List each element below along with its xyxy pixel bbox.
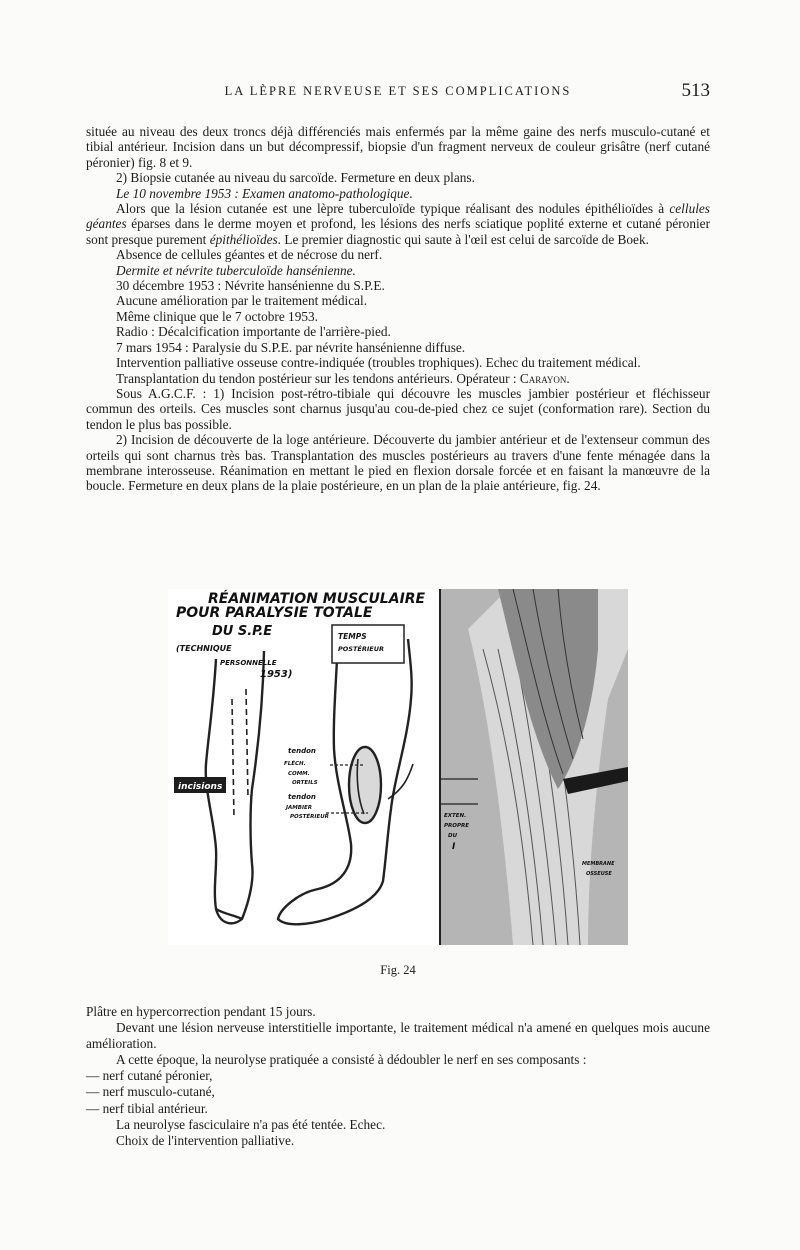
surgical-drawing xyxy=(168,589,628,945)
paragraph: 2) Incision de découverte de la loge antérieure. Découverte du jambier antérieur et de l'extenseur commun des orteils qui sont charnus très bas. Transplantation des muscles postérieurs au travers d'une fente ménagée dans la membrane interosseuse. Réanimation en mettant le pied en flexion dorsale forcée et en faisant la manœuvre de la boucle. Fermeture en deux plans de la plaie postérieure, en un plan de la plaie antérieure, fig. 24. xyxy=(86,432,710,494)
figure-label: COMM. xyxy=(288,771,310,777)
figure-label: ORTEILS xyxy=(292,780,318,786)
operator-name: Carayon. xyxy=(519,370,570,386)
list-item: — nerf cutané péronier, xyxy=(86,1068,213,1084)
list-item: — nerf musculo-cutané, xyxy=(86,1084,215,1100)
paragraph: A cette époque, la neurolyse pratiquée a consisté à dédoubler le nerf en ses composants : xyxy=(116,1052,587,1068)
running-title: LA LÈPRE NERVEUSE ET SES COMPLICATIONS xyxy=(224,84,572,98)
figure-label: FLÉCH. xyxy=(284,761,306,767)
anatomy-panel-right xyxy=(440,589,628,945)
paragraph: Alors que la lésion cutanée est une lèpre tuberculoïde typique réalisant des nodules épithélioïdes à cellules géantes éparses dans le derme moyen et profond, les lésions des nerfs sciatique poplité externe et cutané péronier sont presque purement épithélioïdes. Le premier diagnostic qui saute à l'œil est celui de sarcoïde de Boek. xyxy=(86,201,710,247)
figure-label: DU S.P.E xyxy=(212,624,273,639)
figure-label: TEMPS xyxy=(338,632,367,641)
figure-label: EXTEN. xyxy=(444,813,467,819)
figure-label: I xyxy=(452,842,456,852)
figure-label: (TECHNIQUE xyxy=(176,644,232,653)
figure-label: tendon xyxy=(288,747,316,755)
emphasis: cellules géantes xyxy=(86,201,710,232)
paragraph: située au niveau des deux troncs déjà différenciés mais enfermés par la même gaine des nerfs musculo-cutané et tibial antérieur. Incision dans un but décompressif, biopsie d'un fragment nerveux de couleur grisâtre (nerf cutané péronier) fig. 8 et 9. xyxy=(86,124,710,170)
list-item: — nerf tibial antérieur. xyxy=(86,1100,208,1116)
paragraph: Le 10 novembre 1953 : Examen anatomo-pathologique. xyxy=(116,185,413,201)
paragraph: 2) Biopsie cutanée au niveau du sarcoïde. Fermeture en deux plans. xyxy=(116,170,475,186)
paragraph: Sous A.G.C.F. : 1) Incision post-rétro-tibiale qui découvre les muscles jambier postérieur et fléchisseur commun des orteils. Ces muscles sont charnus jusqu'au cou-de-pied chez ce sujet (conformation rare). Section du tendon le plus bas possible. xyxy=(86,385,710,432)
paragraph: Radio : Décalcification importante de l'arrière-pied. xyxy=(116,324,391,340)
running-header xyxy=(86,80,710,102)
paragraph: Dermite et névrite tuberculoïde hansénienne. xyxy=(116,262,356,278)
figure-caption: Fig. 24 xyxy=(380,963,416,977)
paragraph: Transplantation du tendon postérieur sur les tendons antérieurs. Opérateur : Carayon. xyxy=(116,370,570,386)
paragraph: Intervention palliative osseuse contre-indiquée (troubles trophiques). Echec du traitement médical. xyxy=(116,355,641,371)
paragraph: Choix de l'intervention palliative. xyxy=(116,1132,295,1148)
paragraph: La neurolyse fasciculaire n'a pas été tentée. Echec. xyxy=(116,1116,386,1132)
figure-label: OSSEUSE xyxy=(586,871,612,877)
paragraph: Même clinique que le 7 octobre 1953. xyxy=(116,308,318,324)
paragraph: Plâtre en hypercorrection pendant 15 jours. xyxy=(86,1004,316,1019)
figure-label: JAMBIER xyxy=(286,805,313,811)
figure-label: DU xyxy=(448,833,458,839)
body-text-bottom xyxy=(86,1004,710,1149)
paragraph: 7 mars 1954 : Paralysie du S.P.E. par névrite hansénienne diffuse. xyxy=(116,339,466,355)
page-number: 513 xyxy=(681,80,710,101)
figure-label: POSTÉRIEUR xyxy=(290,814,329,820)
paragraph: 30 décembre 1953 : Névrite hansénienne du S.P.E. xyxy=(116,278,385,294)
figure-label: POUR PARALYSIE TOTALE xyxy=(176,605,373,621)
figure-label: RÉANIMATION MUSCULAIRE xyxy=(208,591,426,607)
figure-label: POSTÉRIEUR xyxy=(338,645,384,653)
paragraph: Absence de cellules géantes et de nécrose du nerf. xyxy=(116,247,383,263)
figure-label: PROPRE xyxy=(444,823,469,829)
figure-label: MEMBRANE xyxy=(582,861,615,867)
figure-24-illustration xyxy=(168,589,628,945)
paragraph: Devant une lésion nerveuse interstitielle importante, le traitement médical n'a amené en quelques mois aucune amélioration. xyxy=(86,1020,710,1052)
figure-label: PERSONNELLE xyxy=(220,659,277,667)
paragraph: Aucune amélioration par le traitement médical. xyxy=(116,293,368,309)
figure-label: incisions xyxy=(178,782,223,792)
body-text-top xyxy=(86,124,710,494)
emphasis: épithélioïdes xyxy=(209,231,278,247)
figure-label: 1953) xyxy=(260,669,293,680)
figure-label: tendon xyxy=(288,793,316,801)
